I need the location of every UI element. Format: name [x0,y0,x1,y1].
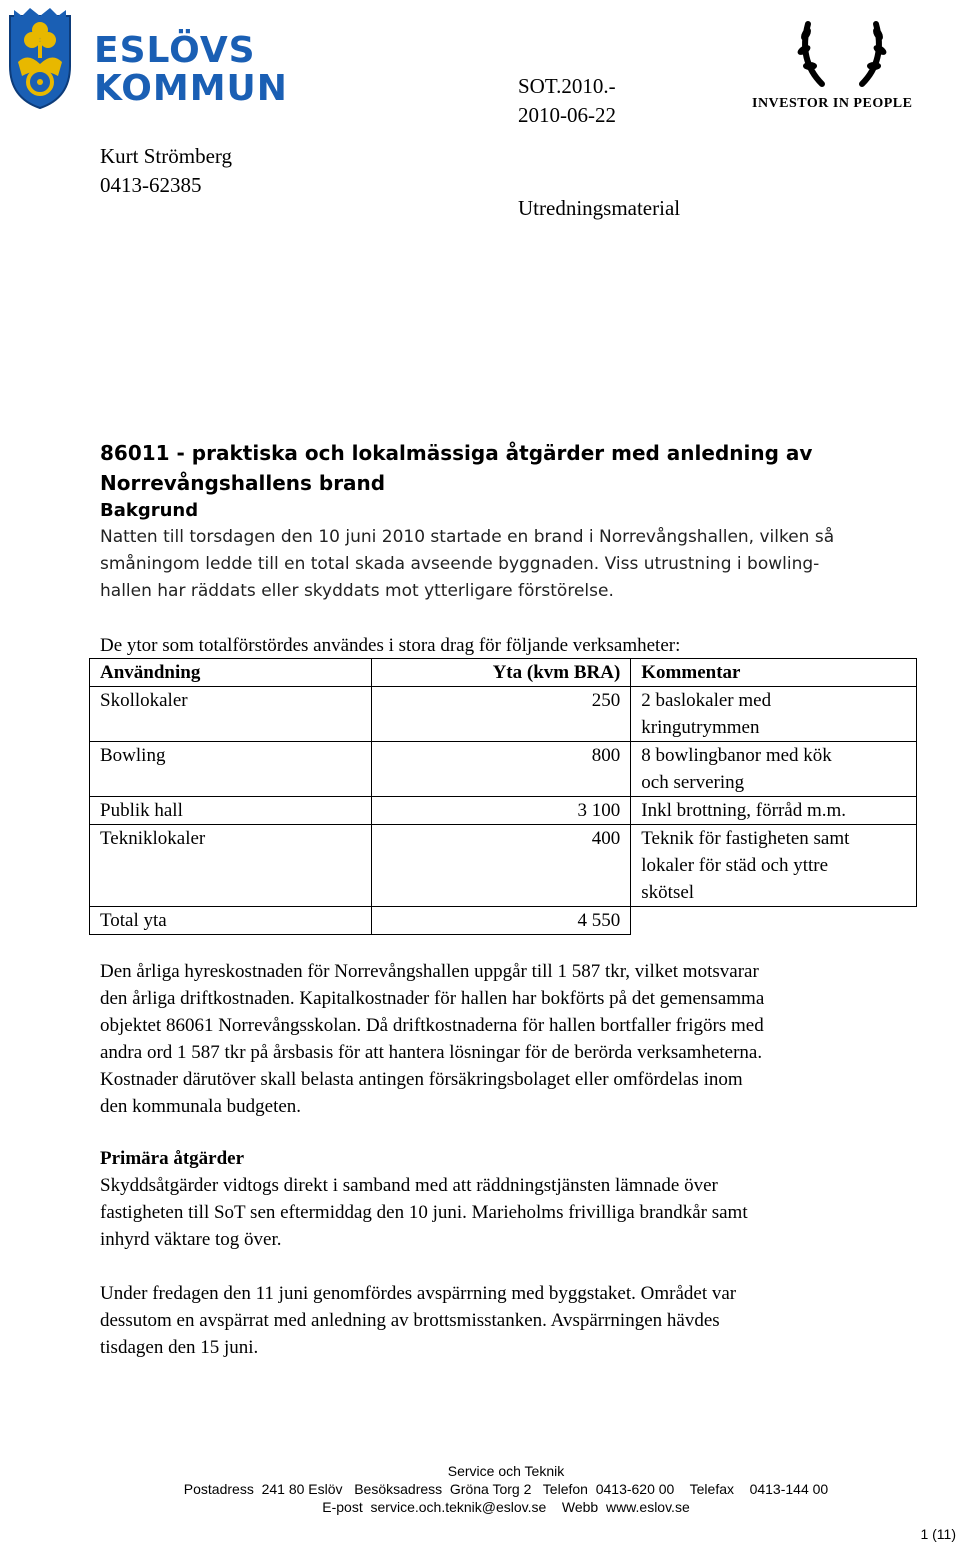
primary-line: tisdagen den 15 juni. [100,1337,259,1358]
comment-line: Teknik för fastigheten samt [641,828,850,849]
background-section [100,498,834,605]
comment-cell [631,797,917,825]
comment-line: och servering [641,772,745,793]
background-text [100,524,834,605]
use-cell: Tekniklokaler [90,825,372,907]
logo-wordmark [94,32,288,108]
usage-table [89,658,917,935]
primary-heading: Primära åtgärder [100,1148,245,1169]
comment-cell [631,742,917,797]
header-cell: Användning [90,659,372,687]
primary-line: Skyddsåtgärder vidtogs direkt i samband med att räddningstjänsten lämnade över [100,1175,718,1196]
contact-block [100,142,232,200]
total-label: Total yta [90,907,372,935]
comment-cell [631,687,917,742]
doc-ref: SOT.2010.- [518,74,616,98]
footer-department: Service och Teknik [447,1463,565,1479]
comment-cell [631,825,917,907]
page-footer [0,1462,960,1516]
contact-name: Kurt Strömberg [100,144,233,168]
area-cell: 800 [371,742,631,797]
header-cell: Kommentar [631,659,917,687]
area-cell: 3 100 [371,797,631,825]
document-type: Utredningsmaterial [518,196,681,220]
use-cell: Skollokaler [90,687,372,742]
primary-line: fastigheten till SoT sen eftermiddag den 10 juni. Marieholms frivilliga brandkår samt [100,1202,748,1223]
document-title [100,438,812,498]
title-line-1: 86011 - praktiska och lokalmässiga åtgärder med anledning av [100,441,813,465]
table-intro: De ytor som totalförstördes användes i stora drag för följande verksamheter: [100,635,681,656]
total-value: 4 550 [371,907,631,935]
comment-line: kringutrymmen [641,717,760,738]
table-row [90,825,917,907]
background-line: Natten till torsdagen den 10 juni 2010 startade en brand i Norrevångshallen, vilken så [100,527,835,547]
background-line: hallen har räddats eller skyddats mot ytterligare förstörelse. [100,581,614,601]
costs-line: andra ord 1 587 tkr på årsbasis för att hantera lösningar för de berörda verksamheterna. [100,1042,763,1063]
costs-line: objektet 86061 Norrevångsskolan. Då driftkostnaderna för hallen bortfaller frigörs med [100,1015,764,1036]
table-header-row [90,659,917,687]
empty-cell [631,907,917,935]
background-line: småningom ledde till en total skada avseende byggnaden. Viss utrustning i bowling- [100,554,820,574]
investor-in-people-label: INVESTOR IN PEOPLE [752,96,913,111]
table-row [90,742,917,797]
footer-address: Postadress 241 80 Eslöv Besöksadress Gröna Torg 2 Telefon 0413-620 00 Telefax 0413-144 00 [183,1481,829,1497]
header-cell: Yta (kvm BRA) [371,659,631,687]
background-heading: Bakgrund [100,500,199,521]
table-row [90,687,917,742]
laurel-wreath-icon [792,4,892,94]
primary-line: Under fredagen den 11 juni genomfördes avspärrning med byggstaket. Området var [100,1283,737,1304]
document-reference [518,72,616,130]
costs-line: Den årliga hyreskostnaden för Norrevångshallen uppgår till 1 587 tkr, vilket motsvarar [100,961,759,982]
page-number: 1 (11) [920,1526,956,1542]
costs-line: Kostnader därutöver skall belasta antingen försäkringsbolaget eller omfördelas inom [100,1069,743,1090]
costs-line: den kommunala budgeten. [100,1096,302,1117]
costs-paragraph [100,958,764,1120]
footer-contact: E-post service.och.teknik@eslov.se Webb www.eslov.se [322,1499,690,1515]
area-cell: 400 [371,825,631,907]
comment-line: skötsel [641,882,695,903]
area-cell: 250 [371,687,631,742]
table-total-row [90,907,917,935]
use-cell: Bowling [90,742,372,797]
comment-line: 8 bowlingbanor med kök [641,745,832,766]
contact-phone: 0413-62385 [100,173,202,197]
primary-section [100,1145,748,1361]
municipality-crest-icon [4,6,76,110]
logo-line-2: KOMMUN [94,68,288,109]
comment-line: 2 baslokaler med [641,690,772,711]
comment-line: Inkl brottning, förråd m.m. [641,800,847,821]
costs-line: den årliga driftkostnaden. Kapitalkostnader för hallen har bokförts på det gemensamma [100,988,765,1009]
primary-line: inhyrd väktare tog över. [100,1229,282,1250]
logo-line-1: ESLÖVS [94,30,256,71]
doc-date: 2010-06-22 [518,103,616,127]
primary-line: dessutom en avspärrat med anledning av brottsmisstanken. Avspärrningen hävdes [100,1310,720,1331]
title-line-2: Norrevångshallens brand [100,471,386,495]
table-row [90,797,917,825]
use-cell: Publik hall [90,797,372,825]
comment-line: lokaler för städ och yttre [641,855,829,876]
